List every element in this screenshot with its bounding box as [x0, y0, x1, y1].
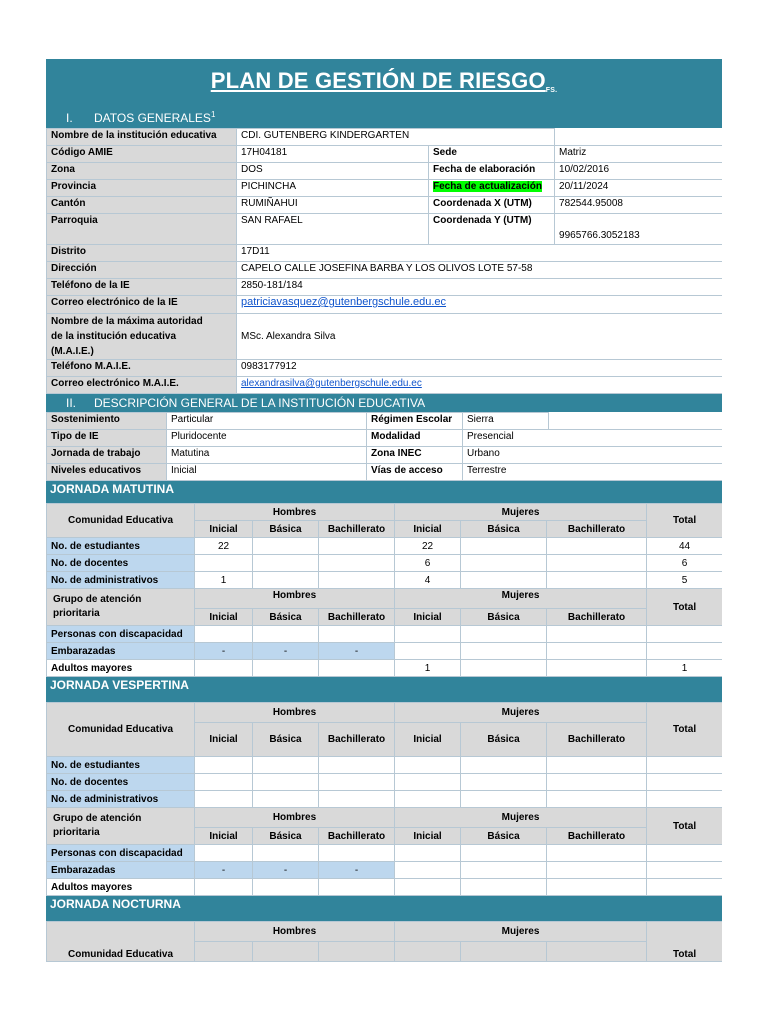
hombres-header: Hombres [195, 589, 395, 609]
inicial-header: Inicial [395, 521, 461, 538]
hombres-header: Hombres [195, 504, 395, 521]
cell-empty [547, 643, 647, 660]
cell-empty [253, 879, 319, 896]
mujeres-header: Mujeres [395, 808, 647, 828]
empty-cell [555, 129, 722, 146]
adultos-row-label: Adultos mayores [47, 879, 195, 896]
cell-empty [319, 572, 395, 589]
cell-empty [647, 626, 722, 643]
bachillerato-header: Bachillerato [547, 609, 647, 626]
docentes-row-label: No. de docentes [47, 555, 195, 572]
coord-y-label: Coordenada Y (UTM) [429, 214, 555, 245]
basica-header: Básica [461, 521, 547, 538]
cell-total: 44 [647, 538, 722, 555]
cell-empty [395, 862, 461, 879]
inicial-header: Inicial [395, 609, 461, 626]
cell-empty [461, 660, 547, 677]
cell-empty [547, 862, 647, 879]
fecha-actualizacion-label [429, 180, 555, 197]
regimen-value: Sierra [463, 413, 549, 430]
cell-empty [319, 774, 395, 791]
cell-empty [647, 774, 722, 791]
correo-maie-link[interactable]: alexandrasilva@gutenbergschule.edu.ec [237, 377, 723, 394]
parroquia-value: SAN RAFAEL [237, 214, 429, 245]
cell-empty [195, 626, 253, 643]
grupo-header [47, 589, 195, 626]
basica-header: Básica [253, 521, 319, 538]
basica-header: Básica [253, 828, 319, 845]
cell-empty [461, 643, 547, 660]
direccion-value: CAPELO CALLE JOSEFINA BARBA Y LOS OLIVOS LOTE 57-58 [237, 262, 723, 279]
cell-empty [647, 643, 722, 660]
cell-empty [461, 845, 547, 862]
total-header: Total [647, 922, 722, 962]
cell-m-inicial: 6 [395, 555, 461, 572]
parroquia-label: Parroquia [47, 214, 237, 245]
distrito-value: 17D11 [237, 245, 723, 262]
niveles-label: Niveles educativos [47, 464, 167, 481]
cell-empty [395, 879, 461, 896]
cell-empty [395, 791, 461, 808]
cell-empty [319, 845, 395, 862]
maie-label-line-2: de la institución educativa [51, 331, 177, 342]
title-suffix: FS. [545, 87, 558, 94]
fecha-elaboracion-label: Fecha de elaboración [429, 163, 555, 180]
section-1-heading [66, 110, 215, 125]
grupo-header-line-1: Grupo de atención [53, 594, 142, 605]
cell-empty [547, 538, 647, 555]
mujeres-header: Mujeres [395, 504, 647, 521]
zona-inec-value: Urbano [463, 447, 723, 464]
mujeres-header: Mujeres [395, 589, 647, 609]
cell-empty [319, 538, 395, 555]
correo-link[interactable]: patriciavasquez@gutenbergschule.edu.ec [237, 296, 723, 314]
cell-empty [253, 757, 319, 774]
maie-label [47, 314, 237, 360]
bachillerato-header: Bachillerato [319, 828, 395, 845]
embarazadas-row-label: Embarazadas [47, 643, 195, 660]
bachillerato-header: Bachillerato [547, 828, 647, 845]
coord-x-label: Coordenada X (UTM) [429, 197, 555, 214]
hombres-header: Hombres [195, 808, 395, 828]
empty-cell [549, 413, 723, 430]
cell-empty [647, 757, 722, 774]
cell-empty [461, 791, 547, 808]
section-2-number: II. [66, 396, 77, 410]
zona-value: DOS [237, 163, 429, 180]
inicial-header-cell [195, 942, 253, 962]
comunidad-header: Comunidad Educativa [47, 504, 195, 538]
cell-empty [547, 879, 647, 896]
section-1-number: I. [66, 111, 73, 125]
cell-empty [319, 555, 395, 572]
cell-dash: - [319, 643, 395, 660]
tipo-label: Tipo de IE [47, 430, 167, 447]
bachillerato-header: Bachillerato [319, 723, 395, 757]
niveles-value: Inicial [167, 464, 367, 481]
nombre-label: Nombre de la institución educativa [47, 129, 237, 146]
adultos-row-label: Adultos mayores [47, 660, 195, 677]
administrativos-row-label: No. de administrativos [47, 791, 195, 808]
total-header: Total [647, 703, 722, 757]
cell-empty [253, 791, 319, 808]
maie-label-line-1: Nombre de la máxima autoridad [51, 316, 203, 327]
cell-empty [395, 774, 461, 791]
maie-value: MSc. Alexandra Silva [237, 314, 723, 360]
basica-header: Básica [461, 723, 547, 757]
inicial-header: Inicial [395, 828, 461, 845]
direccion-label: Dirección [47, 262, 237, 279]
grupo-header-line-2: prioritaria [53, 608, 100, 619]
cell-dash: - [253, 643, 319, 660]
title-text: PLAN DE GESTIÓN DE RIESGO [210, 68, 546, 93]
maie-label-line-3: (M.A.I.E.) [51, 346, 94, 357]
cell-empty [547, 757, 647, 774]
cell-empty [253, 626, 319, 643]
cell-empty [395, 845, 461, 862]
fecha-actualizacion-highlight: Fecha de actualización [433, 181, 542, 192]
coord-x-value: 782544.95008 [555, 197, 722, 214]
cell-empty [195, 774, 253, 791]
footnote-marker: 1 [210, 110, 216, 119]
vespertina-table [46, 702, 722, 896]
cell-empty [319, 879, 395, 896]
grupo-header-line-2: prioritaria [53, 827, 100, 838]
title-block [46, 59, 722, 128]
cell-empty [461, 538, 547, 555]
amie-label: Código AMIE [47, 146, 237, 163]
jornada-label: Jornada de trabajo [47, 447, 167, 464]
administrativos-row-label: No. de administrativos [47, 572, 195, 589]
cell-empty [319, 660, 395, 677]
sede-value: Matriz [555, 146, 722, 163]
cell-total: 5 [647, 572, 722, 589]
cell-empty [253, 660, 319, 677]
cell-empty [647, 879, 722, 896]
cell-empty [547, 572, 647, 589]
bachillerato-header: Bachillerato [319, 609, 395, 626]
bachillerato-header: Bachillerato [547, 521, 647, 538]
document-page [46, 59, 722, 971]
mujeres-header: Mujeres [395, 703, 647, 723]
cell-empty [647, 845, 722, 862]
regimen-label: Régimen Escolar [367, 413, 463, 430]
cell-m-inicial: 1 [395, 660, 461, 677]
description-table [46, 412, 722, 481]
embarazadas-row-label: Embarazadas [47, 862, 195, 879]
cell-empty [319, 626, 395, 643]
section-2-label: DESCRIPCIÓN GENERAL DE LA INSTITUCIÓN EDUCATIVA [94, 396, 426, 410]
cell-empty [253, 572, 319, 589]
cell-dash: - [195, 643, 253, 660]
comunidad-header: Comunidad Educativa [47, 703, 195, 757]
discapacidad-row-label: Personas con discapacidad [47, 845, 195, 862]
cell-empty [195, 791, 253, 808]
fecha-elaboracion-value: 10/02/2016 [555, 163, 722, 180]
page-title [46, 68, 722, 94]
matutina-table [46, 503, 722, 677]
cell-m-inicial: 22 [395, 538, 461, 555]
cell-empty [253, 845, 319, 862]
fecha-actualizacion-value: 20/11/2024 [555, 180, 722, 197]
cell-empty [195, 555, 253, 572]
telefono-label: Teléfono de la IE [47, 279, 237, 296]
total-header: Total [647, 504, 722, 538]
canton-label: Cantón [47, 197, 237, 214]
discapacidad-row-label: Personas con discapacidad [47, 626, 195, 643]
cell-empty [195, 757, 253, 774]
provincia-value: PICHINCHA [237, 180, 429, 197]
total-header: Total [647, 808, 722, 845]
hombres-header: Hombres [195, 703, 395, 723]
cell-empty [319, 757, 395, 774]
modalidad-value: Presencial [463, 430, 723, 447]
comunidad-header: Comunidad Educativa [47, 922, 195, 962]
telefono-value: 2850-181/184 [237, 279, 723, 296]
vias-label: Vías de acceso [367, 464, 463, 481]
coord-y-value: 9965766.3052183 [555, 214, 722, 245]
cell-empty [319, 791, 395, 808]
cell-empty [195, 660, 253, 677]
cell-empty [461, 555, 547, 572]
cell-empty [395, 757, 461, 774]
inicial-header: Inicial [395, 723, 461, 757]
basica-header-cell [253, 942, 319, 962]
zona-inec-label: Zona INEC [367, 447, 463, 464]
cell-empty [461, 879, 547, 896]
vias-value: Terrestre [463, 464, 723, 481]
correo-maie-label: Correo electrónico M.A.I.E. [47, 377, 237, 394]
modalidad-label: Modalidad [367, 430, 463, 447]
bachillerato-header: Bachillerato [319, 521, 395, 538]
inicial-header-cell [395, 942, 461, 962]
jornada-value: Matutina [167, 447, 367, 464]
cell-empty [195, 879, 253, 896]
general-data-table [46, 128, 722, 394]
cell-empty [461, 862, 547, 879]
estudiantes-row-label: No. de estudiantes [47, 538, 195, 555]
grupo-header [47, 808, 195, 845]
nombre-text: CDI. GUTENBERG KINDERGARTEN [241, 130, 410, 141]
docentes-row-label: No. de docentes [47, 774, 195, 791]
cell-empty [461, 774, 547, 791]
cell-dash: - [319, 862, 395, 879]
cell-empty [547, 845, 647, 862]
basica-header-cell [461, 942, 547, 962]
cell-empty [647, 791, 722, 808]
amie-value: 17H04181 [237, 146, 429, 163]
cell-empty [647, 862, 722, 879]
cell-dash: - [253, 862, 319, 879]
sede-label: Sede [429, 146, 555, 163]
cell-empty [547, 774, 647, 791]
canton-value: RUMIÑAHUI [237, 197, 429, 214]
cell-empty [395, 643, 461, 660]
inicial-header: Inicial [195, 609, 253, 626]
inicial-header: Inicial [195, 828, 253, 845]
basica-header: Básica [253, 609, 319, 626]
estudiantes-row-label: No. de estudiantes [47, 757, 195, 774]
provincia-label: Provincia [47, 180, 237, 197]
cell-empty [461, 572, 547, 589]
cell-h-inicial: 1 [195, 572, 253, 589]
jornada-matutina-heading: JORNADA MATUTINA [46, 481, 722, 503]
grupo-header-line-1: Grupo de atención [53, 813, 142, 824]
jornada-nocturna-heading: JORNADA NOCTURNA [46, 896, 722, 921]
telefono-maie-label: Teléfono M.A.I.E. [47, 360, 237, 377]
distrito-label: Distrito [47, 245, 237, 262]
cell-empty [195, 845, 253, 862]
cell-empty [395, 626, 461, 643]
mujeres-header: Mujeres [395, 922, 647, 942]
basica-header: Básica [461, 828, 547, 845]
bachillerato-header-cell [547, 942, 647, 962]
basica-header: Básica [253, 723, 319, 757]
cell-empty [547, 791, 647, 808]
bachillerato-header-cell [319, 942, 395, 962]
zona-label: Zona [47, 163, 237, 180]
jornada-vespertina-heading: JORNADA VESPERTINA [46, 677, 722, 702]
cell-empty [461, 757, 547, 774]
cell-total: 1 [647, 660, 722, 677]
hombres-header: Hombres [195, 922, 395, 942]
sostenimiento-value: Particular [167, 413, 367, 430]
correo-label: Correo electrónico de la IE [47, 296, 237, 314]
cell-empty [253, 774, 319, 791]
cell-total: 6 [647, 555, 722, 572]
nocturna-table [46, 921, 722, 962]
basica-header: Básica [461, 609, 547, 626]
cell-m-inicial: 4 [395, 572, 461, 589]
bachillerato-header: Bachillerato [547, 723, 647, 757]
nombre-value [237, 129, 555, 146]
inicial-header: Inicial [195, 723, 253, 757]
cell-empty [547, 626, 647, 643]
section-2-heading [46, 394, 722, 412]
cell-dash: - [195, 862, 253, 879]
total-header: Total [647, 589, 722, 626]
cell-empty [253, 555, 319, 572]
cell-empty [547, 555, 647, 572]
inicial-header: Inicial [195, 521, 253, 538]
cell-empty [253, 538, 319, 555]
cell-empty [461, 626, 547, 643]
cell-h-inicial: 22 [195, 538, 253, 555]
sostenimiento-label: Sostenimiento [47, 413, 167, 430]
cell-empty [547, 660, 647, 677]
tipo-value: Pluridocente [167, 430, 367, 447]
section-1-label: DATOS GENERALES [94, 111, 211, 125]
telefono-maie-value: 0983177912 [237, 360, 723, 377]
